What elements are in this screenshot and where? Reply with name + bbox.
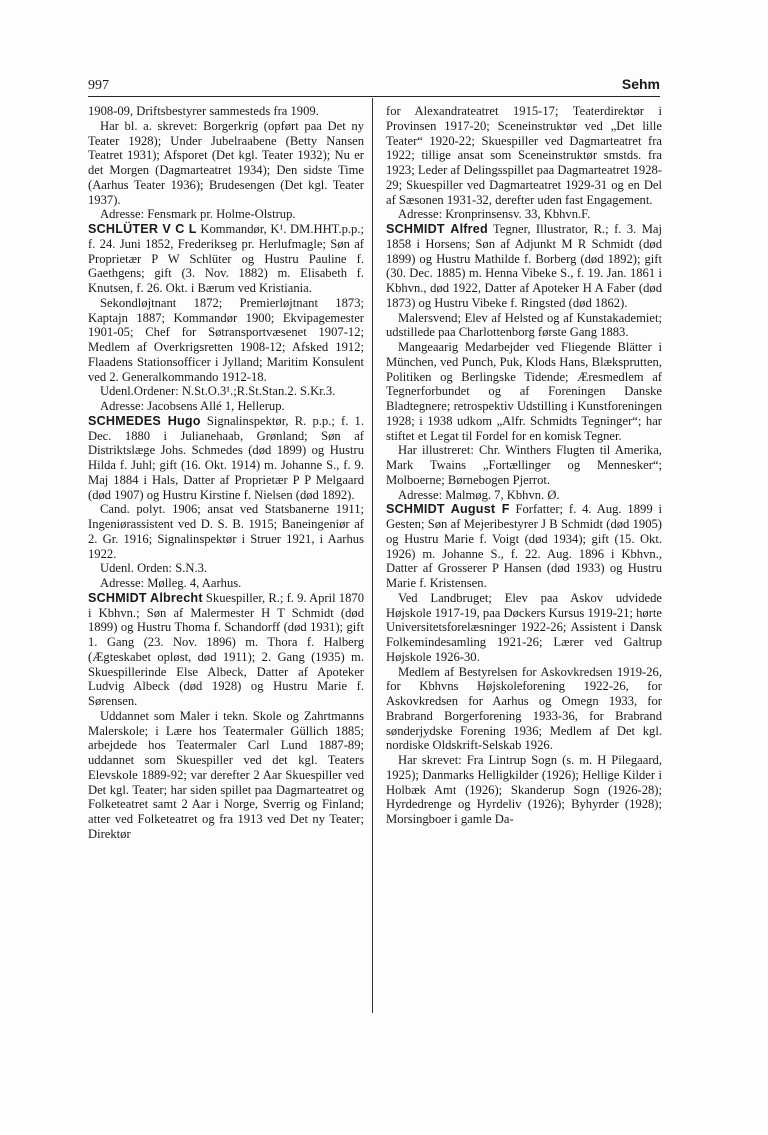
entry-name: SCHMIDT Alfred: [386, 222, 488, 236]
entry-paragraph: for Alexandrateatret 1915-17; Teaterdirektør i Provinsen 1917-20; Sceneinstruktør ved „Det lille Teater“ 1920-22; Skuespiller ved Dagmarteatret fra 1922; tillige ansat som Sceneinstruktør smstds. fra 1923; Leder af Delingsspillet paa Dagmarteatret 1928-29; Skuespiller ved Dagmarteatret 1929-31 og en Del af Sæsonen 1931-32, derefter uden fast Engagement.: [386, 104, 662, 207]
entry-paragraph: Har illustreret: Chr. Winthers Flugten til Amerika, Mark Twains „Fortællinger og Mennesker“; Molboerne; Børnebogen Pjerrot.: [386, 443, 662, 487]
page-number: 997: [88, 78, 109, 93]
entry-paragraph: Adresse: Kronprinsensv. 33, Kbhvn.F.: [398, 207, 591, 222]
entry-heading: [88, 222, 364, 296]
entry-heading: [88, 591, 364, 709]
entry-paragraph: Har skrevet: Fra Lintrup Sogn (s. m. H Pilegaard, 1925); Danmarks Helligkilder (1926); Hellige Kilder i Holbæk Amt (1926); Skanderup Sogn (1926-28); Hyrdedrenge og Hyrdeliv (1926); Byhyrder (1928); Morsingboer i gamle Da-: [386, 753, 662, 826]
entry-paragraph: Uddannet som Maler i tekn. Skole og Zahrtmanns Malerskole; i Lære hos Teatermaler Güllich 1885; arbejdede hos Teatermaler Carl Lund 1887-89; uddannet som Skuespiller ved det kgl. Teaters Elevskole 1889-92; var derefter 2 Aar Skuespiller ved Det kgl. Teater; har siden spillet paa Dagmarteatret og Folketeatret samt 2 Aar i Norge, Sverrig og Finland; atter ved Folketeatret og fra 1913 ved Det ny Teater; Direktør: [88, 708, 364, 841]
entry-paragraph: Mangeaarig Medarbejder ved Fliegende Blätter i München, ved Punch, Puk, Klods Hans, Blæksprutten, Politiken og Berlingske Tidende; Æresmedlem af Tegnerforbundet og af Foreningen Danske Bladtegnere; retrospektiv Udstilling i Kunstforeningen 1928; i 1938 udkom „Alfr. Schmidts Tegninger“; har stiftet et Legat til Fordel for en komisk Tegner.: [386, 340, 662, 443]
entry-details: Signalinspektør, R. p.p.; f. 1. Dec. 1880 i Julianehaab, Grønland; Søn af Distriktslæge Johs. Schmedes (død 1899) og Hustru Hilda f. Juhl; gift (16. Okt. 1914) m. Johanne S., f. 9. Maj 1884 i Hals, Datter af Proprietær P P Melgaard (død 1907) og Hustru Kirstine f. Nielsen (død 1892).: [88, 413, 364, 502]
entry-details: Kommandør, K¹. DM.HHT.p.p.; f. 24. Juni 1852, Frederikseg pr. Herlufmagle; Søn af Proprietær P W Schlüter og Hustru Pauline f. Gaethgens; gift (3. Nov. 1882) m. Elisabeth f. Knutsen, f. 26. Okt. i Bærum ved Kristiania.: [88, 222, 364, 295]
column-divider: [372, 98, 373, 1013]
entry-details: Tegner, Illustrator, R.; f. 3. Maj 1858 i Horsens; Søn af Adjunkt M R Schmidt (død 1899) og Hustru Mathilde f. Borberg (død 1892); gift (30. Dec. 1885) m. Henna Vibeke S., f. 19. Jan. 1861 i Kbhvn., død 1922, Datter af Apoteker H A Faber (død 1873) og Hustru Vibeke f. Ringsted (død 1862).: [386, 222, 662, 310]
entry-paragraph: Udenl. Orden: S.N.3.: [100, 561, 208, 576]
entry-paragraph: Medlem af Bestyrelsen for Askovkredsen 1919-26, for Kbhvns Højskoleforening 1922-26, for Askovkredsen for Aarhus og Omegn 1933, for Brabrand Borgerforening 1933-36, for Brabrand sønderjydske Forening 1936; Medlem af Det kgl. nordiske Oldskrift-Selskab 1926.: [386, 664, 662, 753]
entry-details: Skuespiller, R.; f. 9. April 1870 i Kbhvn.; Søn af Malermester H T Schmidt (død 1899) og Hustru Thoma f. Schandorff (død 1931); gift 1. Gang (23. Nov. 1896) m. Thora f. Halberg (Ægteskabet opløst, død 1911); 2. Gang (1935) m. Skuespillerinde Else Albeck, Datter af Apoteker Ludvig Albeck (død 1928) og Hustru Marie f. Sørensen.: [88, 590, 364, 708]
entry-heading: [88, 414, 364, 503]
entry-paragraph: Cand. polyt. 1906; ansat ved Statsbanerne 1911; Ingeniørassistent ved D. S. B. 1915; Baneingeniør af 2. Gr. 1916; Signalinspektør i Struer 1921, i Aarhus 1922.: [88, 502, 364, 561]
right-column: [386, 104, 662, 827]
entry-paragraph: 1908-09, Driftsbestyrer sammesteds fra 1909.: [88, 104, 319, 118]
entry-details: Forfatter; f. 4. Aug. 1899 i Gesten; Søn af Mejeribestyrer J B Schmidt (død 1905) og Hustru Marie f. Voigt (død 1934); gift (15. Okt. 1926) m. Johanne S., f. 22. Aug. 1896 i Kbhvn., Datter af Grosserer P Hansen (død 1933) og Hustru Marie f. Kristensen.: [386, 502, 662, 590]
entry-paragraph: Malersvend; Elev af Helsted og af Kunstakademiet; udstillede paa Charlottenborg første Gang 1883.: [386, 310, 662, 340]
entry-paragraph: Har bl. a. skrevet: Borgerkrig (opført paa Det ny Teater 1928); Under Jubelraabene (Betty Nansen Teatret 1931); Afsporet (Det kgl. Teater 1932); Nu er det Morgen (Dagmarteatret 1934); Den sidste Time (Aarhus Teater 1936); Brudesengen (Det kgl. Teater 1937).: [88, 118, 364, 207]
entry-name: SCHLÜTER V C L: [88, 222, 197, 236]
running-head: Sehm: [621, 76, 660, 92]
entry-paragraph: Adresse: Mølleg. 4, Aarhus.: [100, 576, 242, 590]
entry-paragraph: Sekondløjtnant 1872; Premierløjtnant 1873; Kaptajn 1887; Kommandør 1900; Ekvipagemester 1901-05; Chef for Søtransportvæsenet 1907-12; Medlem af Overkrigsretten 1908-12; Afsked 1912; Flaadens Stationsofficer i Jylland; Maritim Konsulent ved 2. Generalkommando 1912-18.: [88, 295, 364, 384]
entry-paragraph: Ved Landbruget; Elev paa Askov udvidede Højskole 1917-19, paa Døckers Kursus 1919-21; hørte Universitetsforelæsninger 1922-26; Assistent i Dansk Folkemindesamling 1921-26; Lærer ved Galtrup Højskole 1926-30.: [386, 590, 662, 664]
entry-paragraph: Udenl.Ordener: N.St.O.3¹.;R.St.Stan.2. S.Kr.3.: [100, 384, 336, 399]
entry-paragraph: Adresse: Malmøg. 7, Kbhvn. Ø.: [398, 487, 560, 502]
left-column: [88, 104, 364, 842]
entry-name: SCHMIDT Albrecht: [88, 590, 203, 605]
entry-name: SCHMIDT August F: [386, 502, 510, 517]
entry-heading: [386, 502, 662, 591]
entry-heading: [386, 222, 662, 311]
entry-paragraph: Adresse: Jacobsens Allé 1, Hellerup.: [100, 399, 285, 413]
entry-name: SCHMEDES Hugo: [88, 413, 201, 428]
header-rule: [88, 96, 660, 97]
entry-paragraph: Adresse: Fensmark pr. Holme-Olstrup.: [100, 207, 296, 222]
